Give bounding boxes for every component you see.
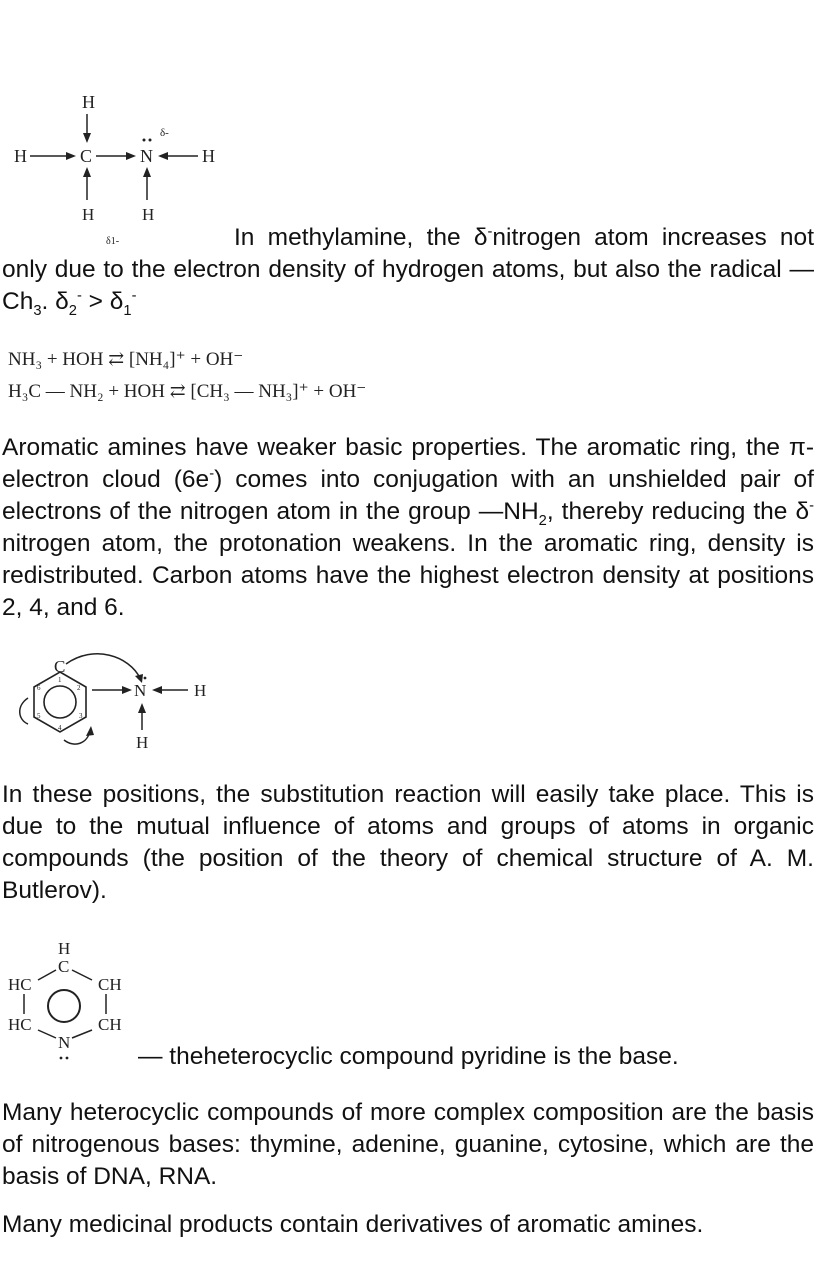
- pyridine-c-top: C: [58, 957, 70, 976]
- atom-h-top: H: [82, 92, 95, 112]
- atom-c: C: [80, 146, 93, 166]
- charge-c: δ1-: [106, 236, 120, 247]
- atom-h-bottom-n: H: [142, 205, 155, 224]
- pyridine-caption: — theheterocyclic compound pyridine is the base.: [138, 1043, 679, 1070]
- pos-6: 6: [37, 684, 41, 692]
- atom-c-aniline: C: [54, 657, 66, 676]
- atom-n-aniline: N: [134, 681, 147, 700]
- paragraph-nitrogenous-bases: Many heterocyclic compounds of more complex composition are the basis of nitrogenous bases: thymine, adenine, guanine, cytosine, which are the basis of DNA, RNA.: [2, 1099, 814, 1190]
- pyridine-h: H: [58, 939, 71, 958]
- pyridine-ch-upper: CH: [98, 975, 122, 994]
- charge-n: δ-: [160, 127, 169, 139]
- pyridine-hc-lower: HC: [8, 1015, 32, 1034]
- pos-5: 5: [37, 712, 41, 720]
- atom-h-aniline-bottom: H: [136, 733, 149, 752]
- paragraph-aromatic-amines: Aromatic amines have weaker basic properties. The aromatic ring, the π-electron cloud (6e-) comes into conjugation with an unshielded pair of electrons of the nitrogen atom in the group $—NH_2$, thereby reducing the δ- nitrogen atom, the protonation weakens. In the aromatic ring, density is redistributed. Carbon atoms have the highest electron density at positions 2, 4, and 6.: [2, 434, 814, 621]
- pyridine-diagram: [6, 934, 136, 1064]
- pos-2: 2: [77, 684, 81, 692]
- aniline-diagram: [4, 650, 234, 760]
- atom-n: N: [140, 146, 153, 166]
- atom-h-left: H: [14, 146, 27, 166]
- pyridine-hc-upper: HC: [8, 975, 32, 994]
- paragraph-substitution: In these positions, the substitution reaction will easily take place. This is due to the mutual influence of atoms and groups of atoms in organic compounds (the position of the theory of chemical structure of A. M. Butlerov).: [2, 781, 814, 904]
- pyridine-ch-lower: CH: [98, 1015, 122, 1034]
- equation-methylamine: H₃C — NH₂ + HOH ⇄ [CH₃ — NH₃]⁺ + OH⁻: [8, 381, 367, 402]
- atom-h-right: H: [202, 146, 215, 166]
- paragraph-methylamine: In methylamine, the δ-nitrogen atom increases not only due to the electron density of hydrogen atoms, but also the radical $—Ch_3$. $\delta_2^- > \delta_1^-$: [2, 223, 814, 319]
- pos-4: 4: [58, 724, 62, 732]
- pyridine-n: N: [58, 1033, 71, 1052]
- paragraph-medicinal: Many medicinal products contain derivatives of aromatic amines.: [2, 1211, 704, 1238]
- pos-1: 1: [58, 676, 62, 684]
- equation-ammonia: NH₃ + HOH ⇄ [NH₄]⁺ + OH⁻: [8, 349, 244, 370]
- atom-h-bottom-c: H: [82, 205, 95, 224]
- atom-h-aniline-right: H: [194, 681, 207, 700]
- pos-3: 3: [79, 712, 83, 720]
